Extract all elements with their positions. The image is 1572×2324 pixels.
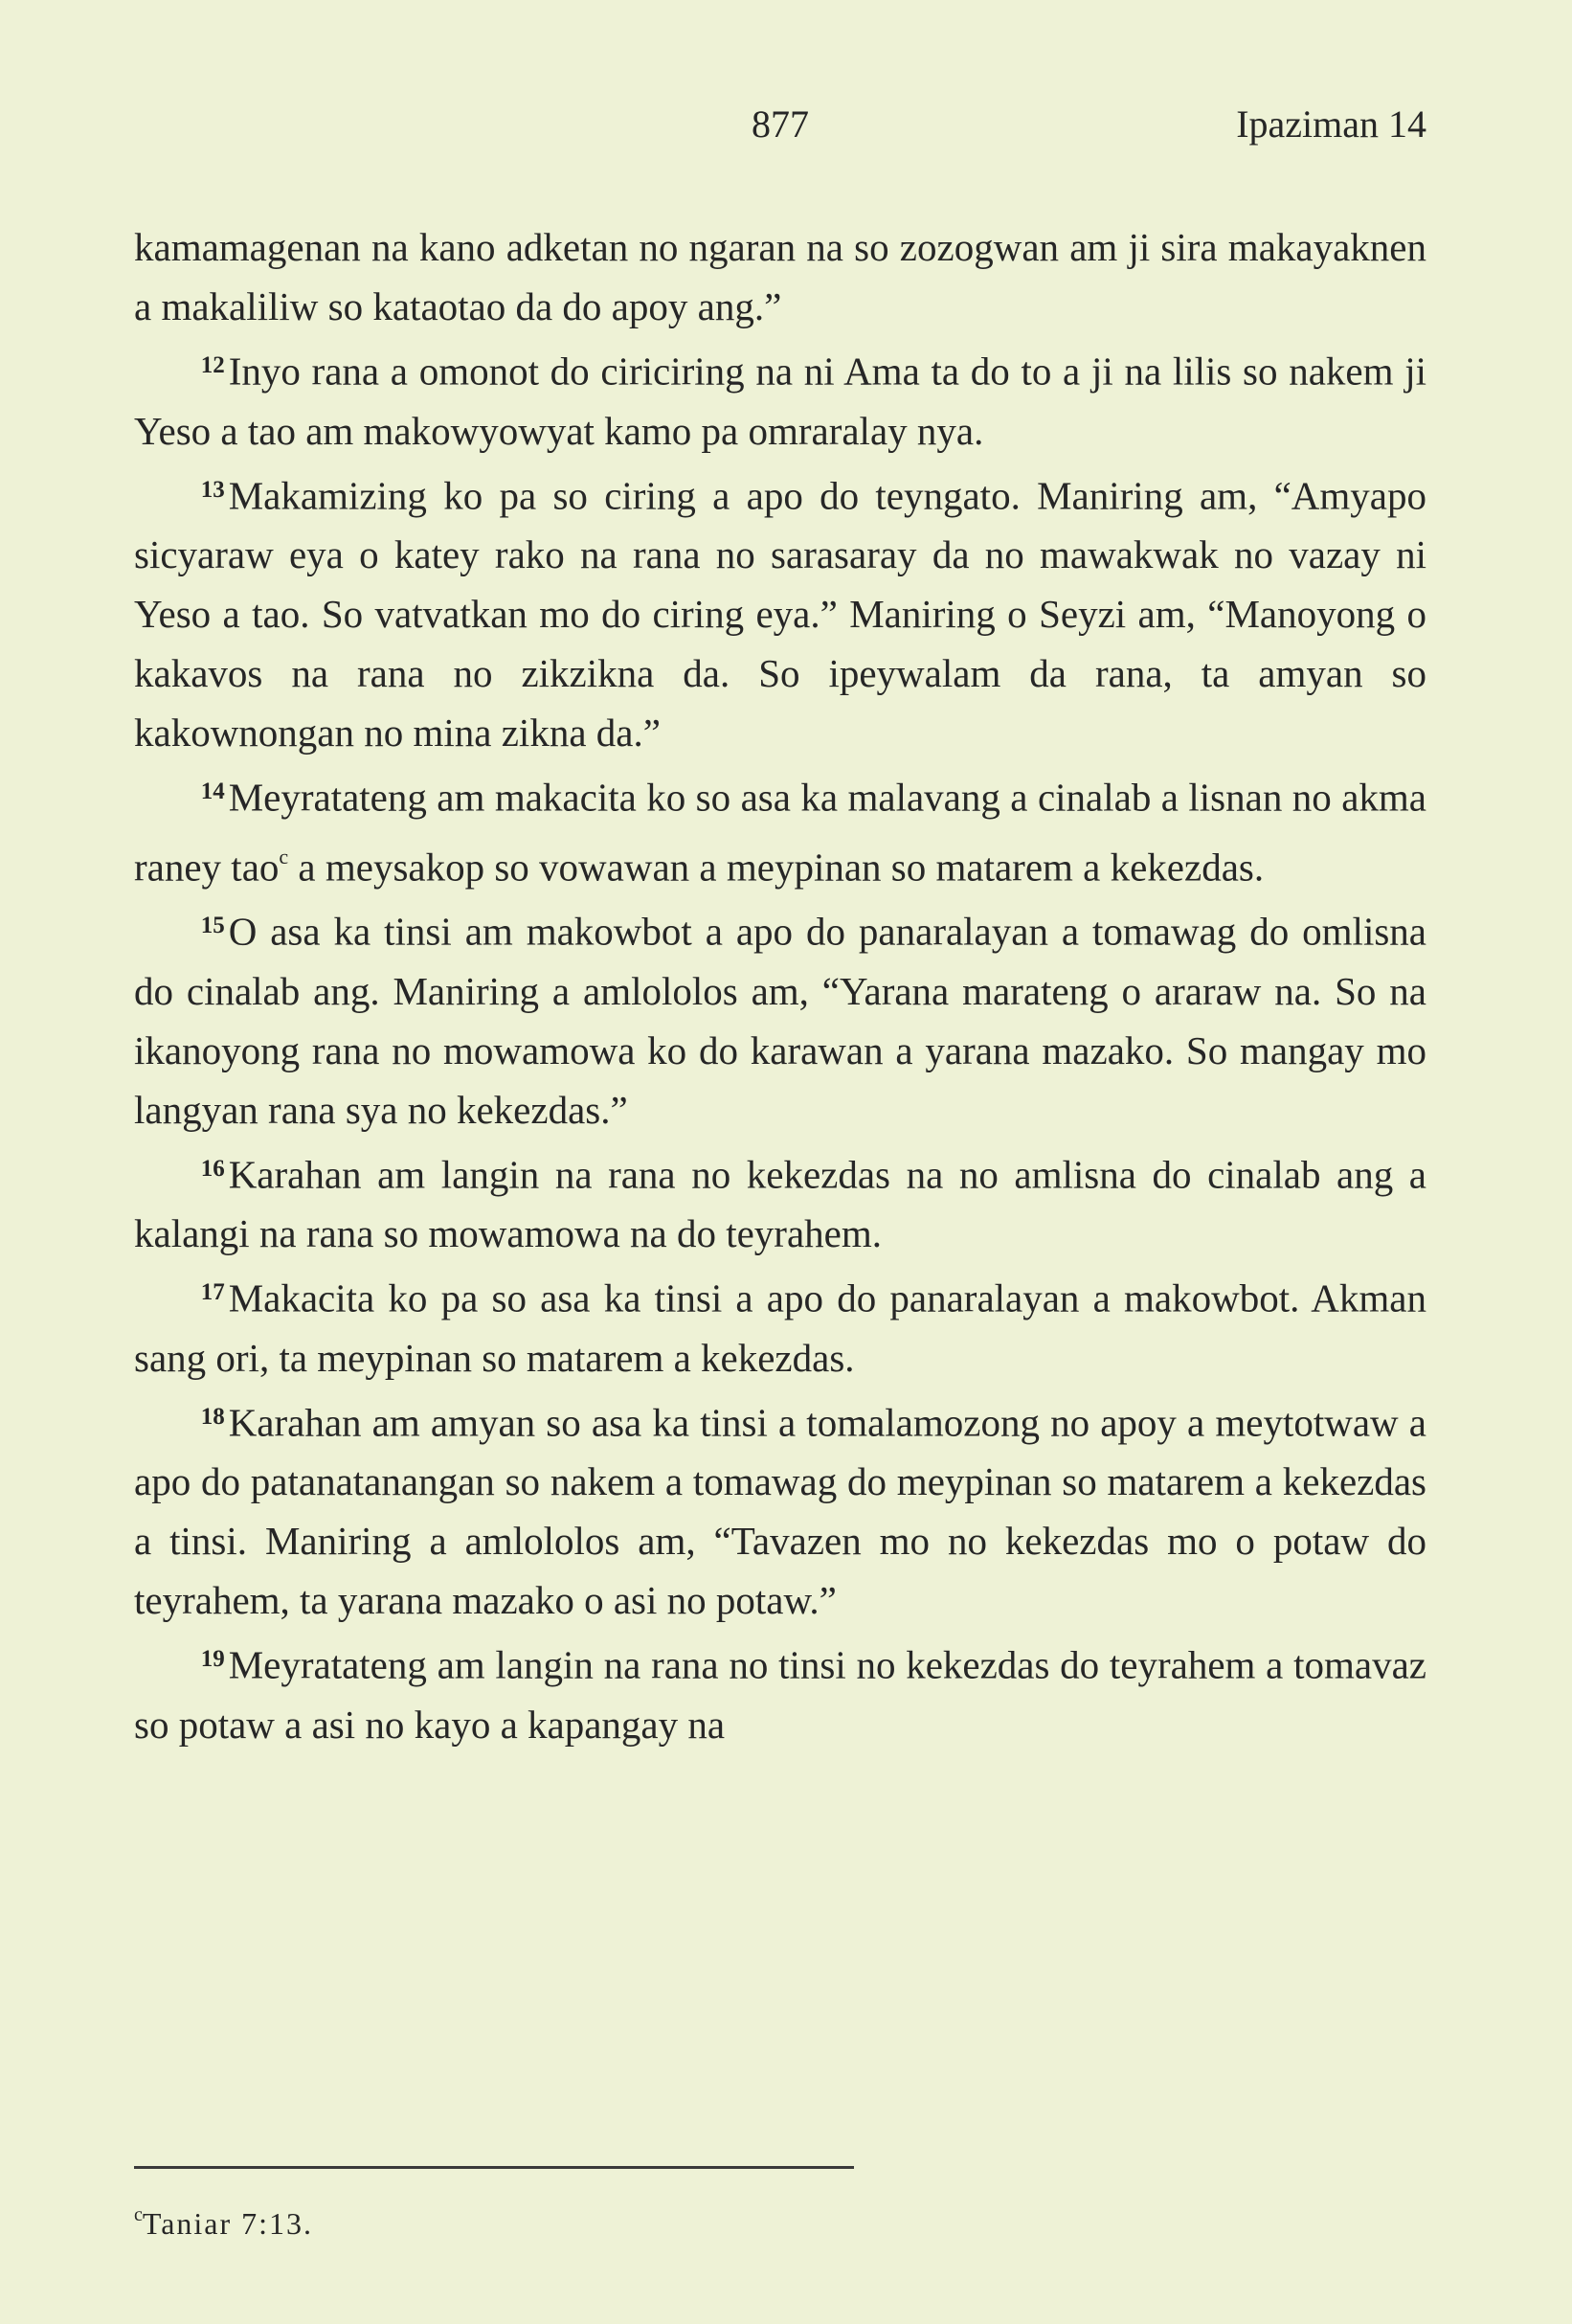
verse-18 bbox=[134, 1388, 1426, 1631]
verse-17 bbox=[134, 1263, 1426, 1388]
body-text bbox=[134, 217, 1426, 1754]
verse-text: Inyo rana a omonot do ciriciring na ni Ama ta do to a ji na lilis so nakem ji Yeso a tao am makowyowyat kamo pa omraralay nya. bbox=[134, 349, 1426, 453]
footnote-marker: c bbox=[279, 844, 289, 869]
verse-number: 13 bbox=[200, 476, 225, 503]
verse-number: 17 bbox=[200, 1279, 225, 1306]
verse-number: 15 bbox=[200, 913, 225, 939]
page-header bbox=[134, 102, 1426, 159]
footnote-letter: c bbox=[134, 2204, 143, 2225]
opening-paragraph: kamamagenan na kano adketan no ngaran na so zozogwan am ji sira makayaknen a makaliliw so kataotao da do apoy ang.” bbox=[134, 225, 1426, 328]
verse-text: O asa ka tinsi am makowbot a apo do panaralayan a tomawag do omlisna do cinalab ang. Maniring a amlololos am, “Yarana marateng o araraw na. So na ikanoyong rana no mowamowa ko do karawan a yarana mazako. So mangay mo langyan rana sya no kekezdas.” bbox=[134, 909, 1426, 1132]
verse-12 bbox=[134, 336, 1426, 461]
verse-number: 19 bbox=[200, 1646, 225, 1673]
verse-14 bbox=[134, 762, 1426, 896]
verse-13 bbox=[134, 461, 1426, 763]
page-number: 877 bbox=[752, 102, 809, 146]
footnote-divider bbox=[134, 2166, 854, 2169]
verse-number: 12 bbox=[200, 352, 225, 378]
footnote-reference: Taniar 7:13. bbox=[142, 2206, 314, 2241]
verse-text: Meyratateng am langin na rana no tinsi no kekezdas do teyrahem a tomavaz so potaw a asi no kayo a kapangay na bbox=[134, 1642, 1426, 1747]
verse-text-continued: a meysakop so vowawan a meypinan so matarem a kekezdas. bbox=[288, 845, 1265, 890]
verse-number: 18 bbox=[200, 1403, 225, 1430]
verse-number: 14 bbox=[200, 778, 225, 804]
verse-19 bbox=[134, 1630, 1426, 1754]
verse-text: Makacita ko pa so asa ka tinsi a apo do panaralayan a makowbot. Akman sang ori, ta meypinan so matarem a kekezdas. bbox=[134, 1275, 1426, 1380]
verse-15 bbox=[134, 896, 1426, 1139]
verse-text: Karahan am amyan so asa ka tinsi a tomalamozong no apoy a meytotwaw a apo do patanatanangan so nakem a tomawag do meypinan so matarem a kekezdas a tinsi. Maniring a amlololos am, “Tavazen mo no kekezdas mo o potaw do teyrahem, ta yarana mazako o asi no potaw.” bbox=[134, 1400, 1426, 1623]
footnote bbox=[134, 2204, 313, 2242]
verse-text: Makamizing ko pa so ciring a apo do teyngato. Maniring am, “Amyapo sicyaraw eya o katey rako na rana no sarasaray da no mawakwak no vazay ni Yeso a tao. So vatvatkan mo do ciring eya.” Maniring o Seyzi am, “Manoyong o kakavos na rana no zikzikna da. So ipeywalam da rana, ta amyan so kakownongan no mina zikna da.” bbox=[134, 473, 1426, 755]
running-head: Ipaziman 14 bbox=[1236, 102, 1426, 146]
verse-text: Meyratateng am makacita ko so asa ka malavang a cinalab a lisnan no akma raney tao bbox=[134, 775, 1426, 890]
verse-text: Karahan am langin na rana no kekezdas na no amlisna do cinalab ang a kalangi na rana so mowamowa na do teyrahem. bbox=[134, 1152, 1426, 1256]
verse-16 bbox=[134, 1139, 1426, 1264]
verse-number: 16 bbox=[200, 1155, 225, 1182]
